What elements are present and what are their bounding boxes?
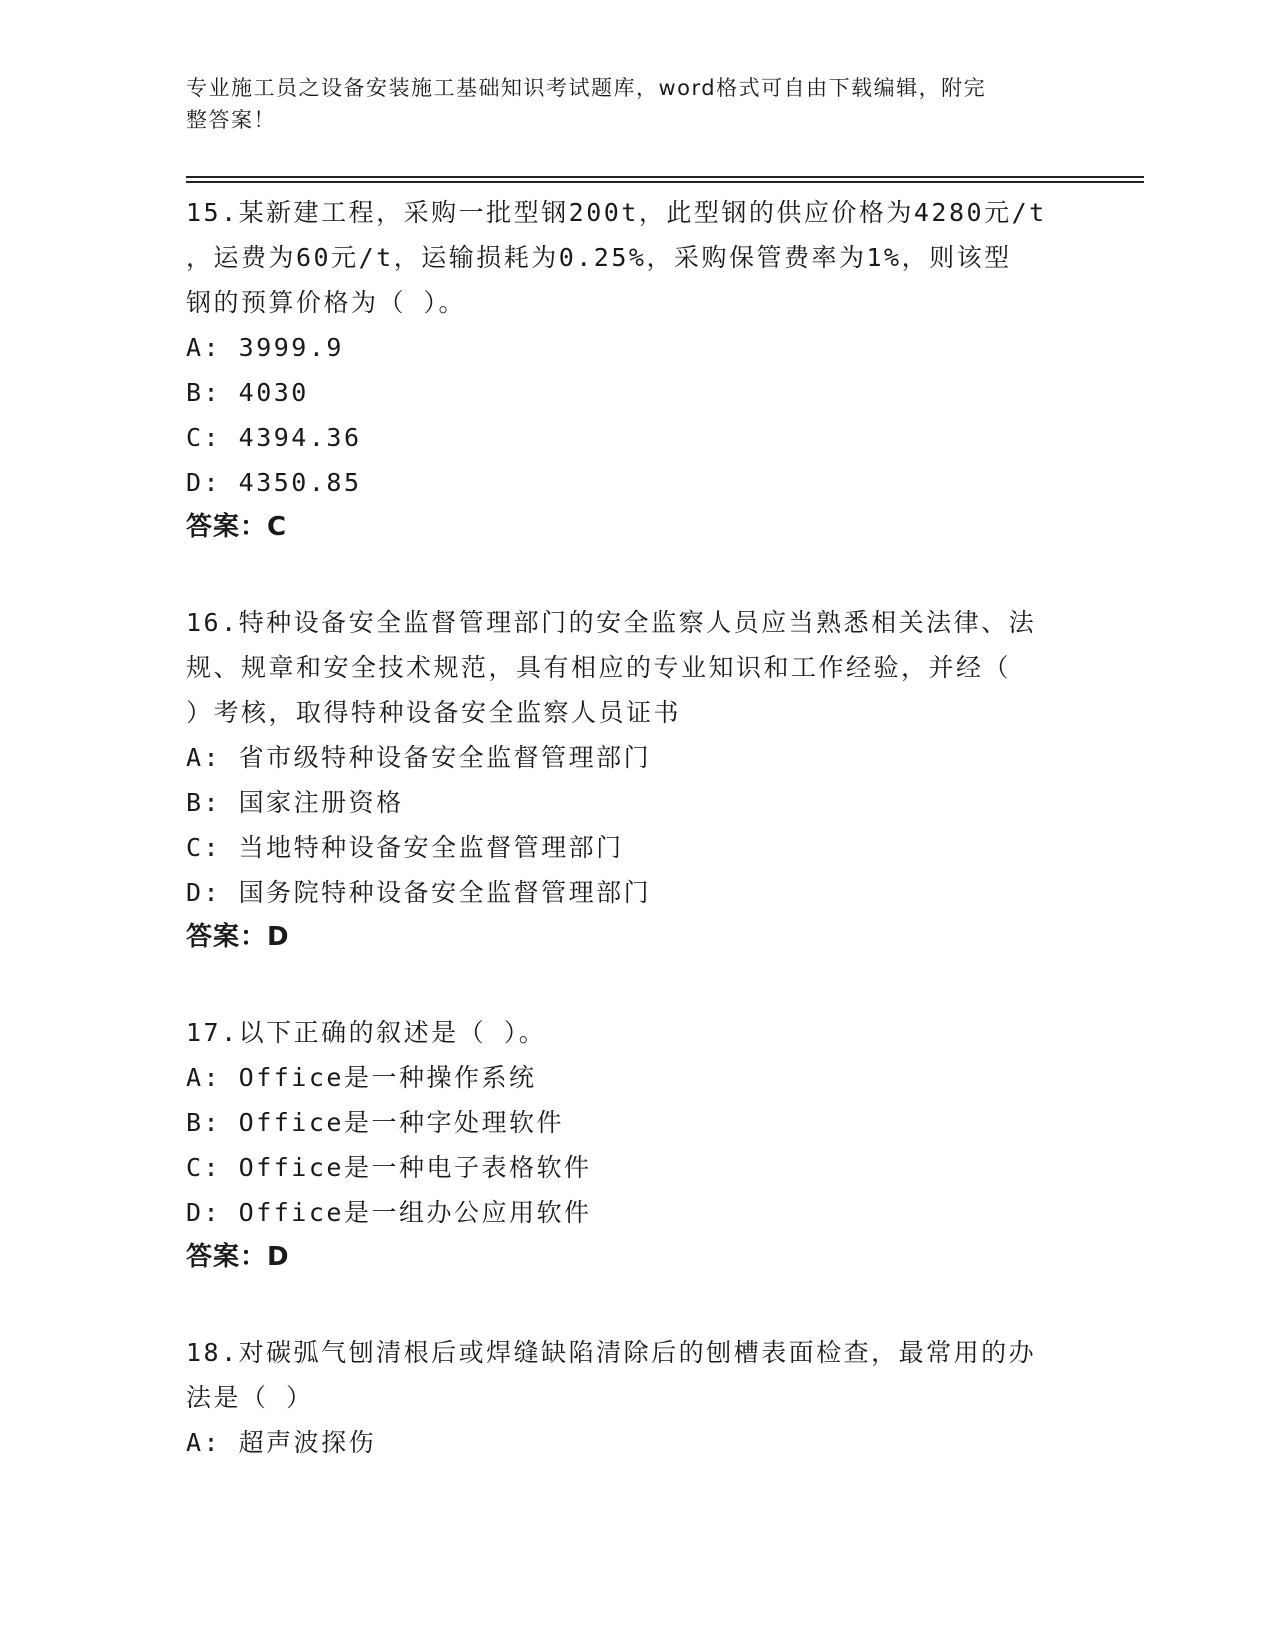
option-a: A: Office是一种操作系统 [186, 1063, 537, 1092]
question-stem-line: 18.对碳弧气刨清根后或焊缝缺陷清除后的刨槽表面检查，最常用的办 [186, 1338, 1037, 1367]
question-list [186, 190, 1066, 1465]
question-stem-line: ）考核，取得特种设备安全监察人员证书 [186, 698, 682, 727]
option-c: C: 4394.36 [186, 423, 362, 452]
option-a: A: 省市级特种设备安全监督管理部门 [186, 743, 652, 772]
option-c: C: Office是一种电子表格软件 [186, 1153, 592, 1182]
question-stem-line: 法是（ ） [186, 1383, 314, 1412]
option-c: C: 当地特种设备安全监督管理部门 [186, 833, 624, 862]
option-d: D: 国务院特种设备安全监督管理部门 [186, 878, 652, 907]
header-line-1: 专业施工员之设备安装施工基础知识考试题库，word格式可自由下载编辑，附完 [186, 76, 987, 100]
question-stem-line: 17.以下正确的叙述是（ ）。 [186, 1018, 547, 1047]
question-spacer [186, 960, 1066, 1010]
option-b: B: Office是一种字处理软件 [186, 1108, 564, 1137]
question-18 [186, 1330, 1066, 1465]
option-a: A: 3999.9 [186, 333, 344, 362]
question-17 [186, 1010, 1066, 1280]
option-b: B: 国家注册资格 [186, 788, 404, 817]
option-a: A: 超声波探伤 [186, 1428, 377, 1457]
question-15 [186, 190, 1066, 550]
header-line-2: 整答案！ [186, 108, 276, 132]
document-header [186, 72, 1066, 136]
answer: 答案：D [186, 1242, 290, 1272]
question-stem-line: 16.特种设备安全监督管理部门的安全监察人员应当熟悉相关法律、法 [186, 608, 1037, 637]
question-spacer [186, 550, 1066, 600]
question-spacer [186, 1280, 1066, 1330]
answer: 答案：C [186, 512, 288, 542]
question-stem-line: 规、规章和安全技术规范，具有相应的专业知识和工作经验，并经（ [186, 653, 1012, 682]
question-stem-line: ，运费为60元/t，运输损耗为0.25%，采购保管费率为1%，则该型 [186, 243, 1012, 272]
question-16 [186, 600, 1066, 960]
answer: 答案：D [186, 922, 290, 952]
option-d: D: Office是一组办公应用软件 [186, 1198, 592, 1227]
question-stem-line: 钢的预算价格为（ ）。 [186, 288, 467, 317]
option-b: B: 4030 [186, 378, 309, 407]
option-d: D: 4350.85 [186, 468, 362, 497]
header-divider-top [186, 176, 1144, 178]
question-stem-line: 15.某新建工程，采购一批型钢200t，此型钢的供应价格为4280元/t [186, 198, 1047, 227]
header-divider-bottom [186, 181, 1144, 183]
